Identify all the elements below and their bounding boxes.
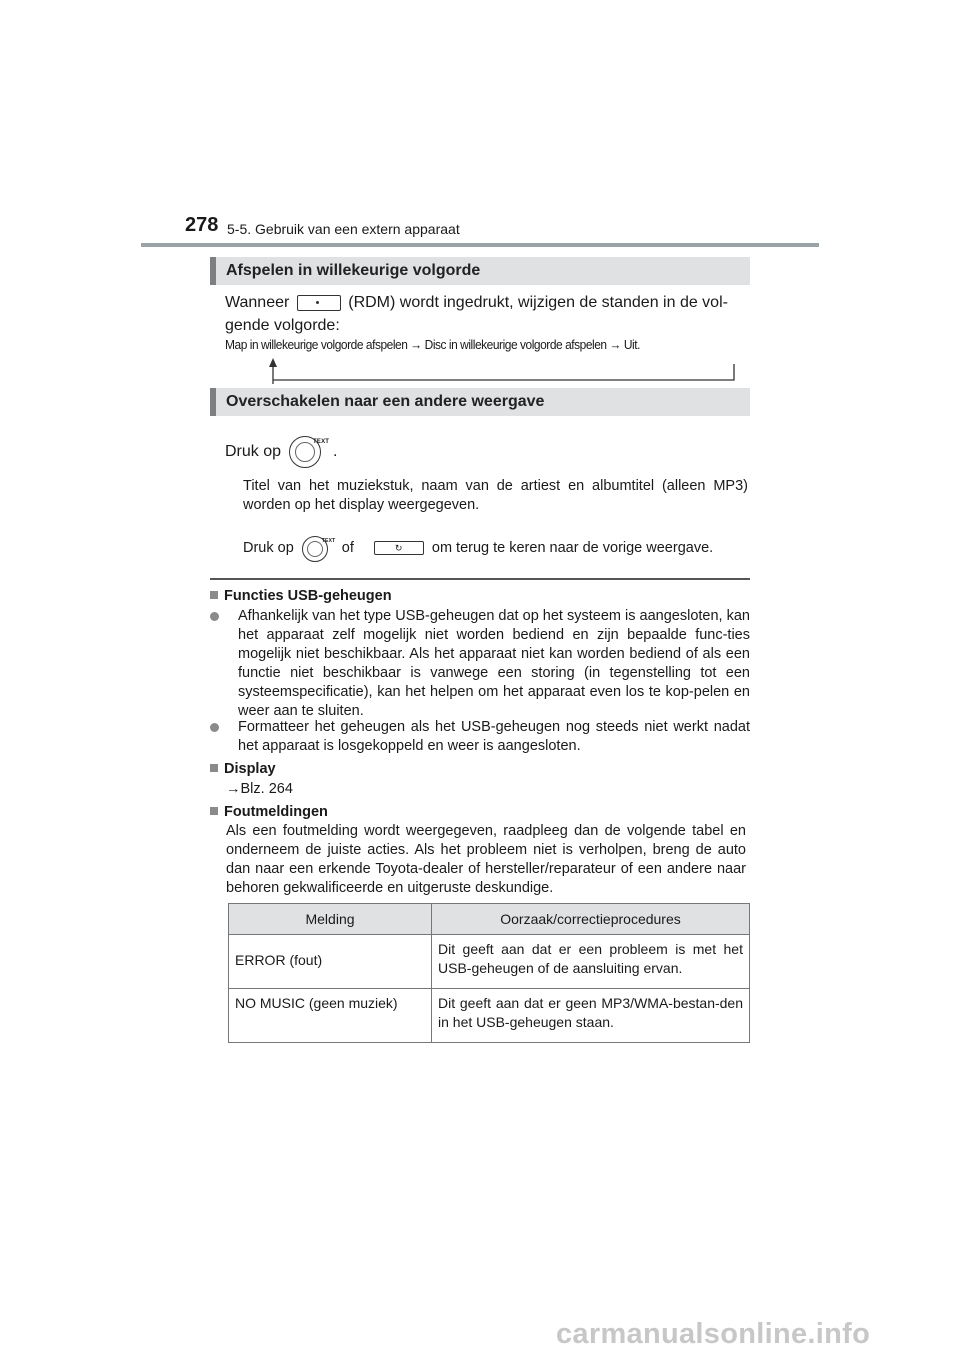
- cause-cell: Dit geeft aan dat er geen MP3/WMA-bestan-den in het USB-geheugen staan.: [432, 989, 750, 1043]
- round-bullet-icon: [210, 612, 219, 621]
- display-info-text: Titel van het muziekstuk, naam van de artiest en albumtitel (alleen MP3) worden op het display weergegeven.: [243, 478, 748, 513]
- press-prefix: Druk op: [225, 442, 282, 460]
- watermark: carmanualsonline.info: [556, 1318, 871, 1350]
- back-button-icon: ↻: [374, 541, 424, 555]
- errors-text: Als een foutmelding wordt weergegeven, raadpleeg dan de volgende tabel en onderneem de juiste acties. Als het probleem niet is verholpen, breng de auto dan naar een erkende Toyota-dealer of hersteller/reparateur of een andere naar behoren gekwalificeerde en uitgeruste deskundige.: [226, 823, 746, 896]
- knob-text-label: TEXT: [313, 439, 330, 445]
- table-header-row: [229, 904, 750, 935]
- back-suffix: om terug te keren naar de vorige weergave.: [431, 539, 714, 556]
- cause-cell: Dit geeft aan dat er een probleem is met het USB-geheugen of de aansluiting ervan.: [432, 935, 750, 989]
- table-row: [229, 989, 750, 1043]
- section-heading-random-play: [210, 257, 750, 285]
- column-header-cause: Oorzaak/correctieprocedures: [432, 904, 750, 935]
- rdm-text-after: (RDM) wordt ingedrukt, wijzigen de standen in de vol-: [348, 294, 728, 311]
- cycle-arrow-diagram: [266, 358, 742, 386]
- rdm-instruction: [225, 291, 755, 337]
- header-divider: [141, 243, 819, 247]
- error-table: [228, 903, 750, 1043]
- display-page-ref[interactable]: →Blz. 264: [226, 781, 293, 797]
- rdm-button-icon: [297, 295, 341, 311]
- usb-bullet-2-text: Formatteer het geheugen als het USB-geheugen nog steeds niet werkt nadat het apparaat is losgekoppeld en weer is aangesloten.: [238, 719, 750, 754]
- page-number: 278: [185, 214, 219, 236]
- square-bullet-icon: [210, 807, 218, 815]
- section-heading-text: Afspelen in willekeurige volgorde: [226, 262, 481, 279]
- message-cell: NO MUSIC (geen muziek): [229, 989, 432, 1043]
- knob-text-label: TEXT: [321, 538, 336, 544]
- press-suffix: .: [333, 442, 338, 460]
- usb-heading-text: Functies USB-geheugen: [224, 588, 392, 604]
- usb-bullet-1: [210, 607, 750, 721]
- section-heading-switch-display: [210, 388, 750, 416]
- column-header-message: Melding: [229, 904, 432, 935]
- mode-sequence: Map in willekeurige volgorde afspelen → Disc in willekeurige volgorde afspelen → Uit.: [225, 337, 640, 352]
- table-row: [229, 935, 750, 989]
- usb-heading: [210, 587, 392, 606]
- rdm-text-before: Wanneer: [225, 294, 290, 311]
- display-heading: [210, 760, 276, 779]
- round-bullet-icon: [210, 723, 219, 732]
- message-cell: ERROR (fout): [229, 935, 432, 989]
- chapter-title: 5-5. Gebruik van een extern apparaat: [227, 221, 460, 237]
- usb-bullet-2: [210, 718, 750, 756]
- notes-divider: [210, 578, 750, 580]
- errors-heading: [210, 803, 328, 822]
- square-bullet-icon: [210, 764, 218, 772]
- errors-heading-text: Foutmeldingen: [224, 804, 328, 820]
- usb-bullet-1-text: Afhankelijk van het type USB-geheugen dat op het systeem is aangesloten, kan het apparaat zelf mogelijk niet worden bediend en zijn bepaalde func-ties mogelijk niet beschikbaar. Als het apparaat niet kan worden bediend of als een functie niet beschikbaar is vanwege een storing (in tegenstelling tot een systeemspecificatie), kan het helpen om het apparaat even los te kop-pelen en weer aan te sluiten.: [238, 608, 750, 719]
- display-heading-text: Display: [224, 761, 276, 777]
- back-instruction: [243, 532, 713, 564]
- back-prefix: Druk op: [243, 539, 294, 556]
- text-knob-icon-small: [300, 532, 338, 564]
- back-or: of: [341, 539, 354, 556]
- text-instruction: [225, 431, 337, 471]
- rdm-text-line2: gende volgorde:: [225, 317, 340, 334]
- square-bullet-icon: [210, 591, 218, 599]
- text-knob-icon: [287, 431, 333, 471]
- section-heading-text: Overschakelen naar een andere weergave: [226, 393, 545, 410]
